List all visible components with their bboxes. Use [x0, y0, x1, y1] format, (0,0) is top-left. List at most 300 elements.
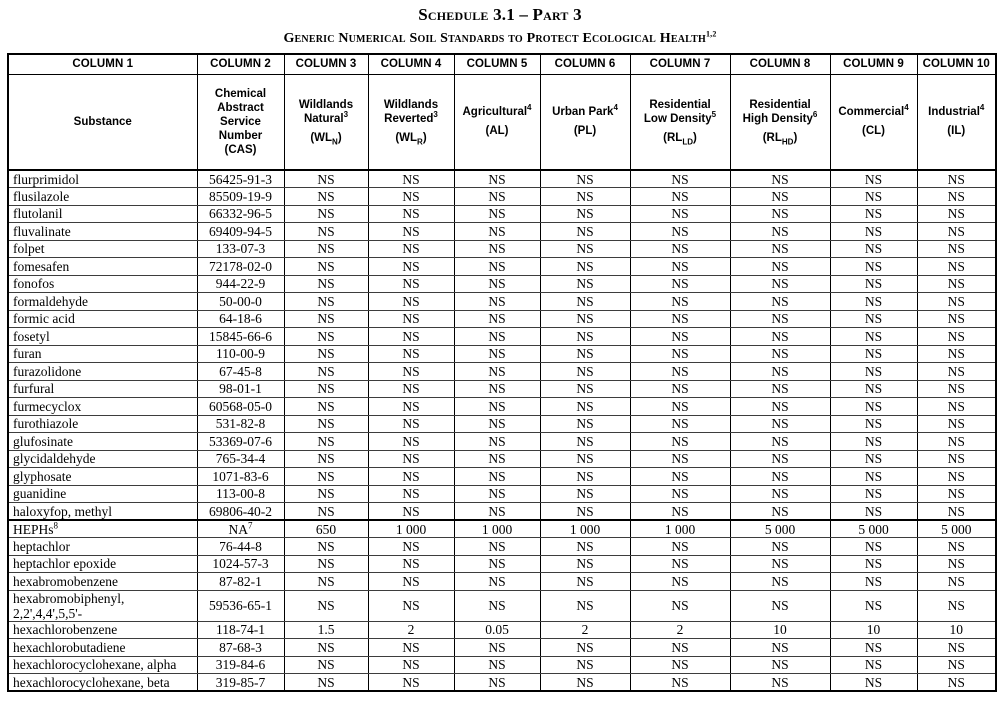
standard-value-cell: NS	[368, 674, 454, 692]
standard-value-cell: NS	[454, 170, 540, 188]
standard-value-cell: NS	[730, 398, 830, 416]
standard-value-cell: NS	[830, 590, 917, 621]
footnote-marker: 4	[613, 103, 618, 113]
standard-value-cell: NS	[730, 188, 830, 206]
standard-value-cell: NS	[368, 538, 454, 556]
standard-value-cell: NS	[284, 555, 368, 573]
standard-value-cell: NS	[540, 415, 630, 433]
field-header-line: Wildlands	[383, 99, 439, 112]
standard-value-cell: 2	[630, 621, 730, 639]
standard-value-cell: NS	[730, 223, 830, 241]
standard-value-cell: NS	[917, 590, 996, 621]
standard-value-cell: NS	[368, 398, 454, 416]
standard-value-cell: NS	[917, 363, 996, 381]
standard-value-cell: NS	[917, 310, 996, 328]
standard-value-cell: NS	[284, 240, 368, 258]
standard-value-cell: NS	[630, 223, 730, 241]
standard-value-cell: NS	[730, 310, 830, 328]
cas-number-cell: 319-84-6	[197, 656, 284, 674]
standard-value-cell: NS	[917, 380, 996, 398]
cas-number-cell: 118-74-1	[197, 621, 284, 639]
standard-value-cell: NS	[540, 555, 630, 573]
standard-value-cell: 1 000	[540, 520, 630, 538]
standard-value-cell: NS	[540, 468, 630, 486]
standard-value-cell: NS	[540, 398, 630, 416]
land-use-code: $(RL_{LD})$	[663, 132, 697, 147]
standard-value-cell: 5 000	[830, 520, 917, 538]
table-row	[8, 310, 996, 328]
cas-number-cell: 1024-57-3	[197, 555, 284, 573]
standard-value-cell: 2	[368, 621, 454, 639]
standard-value-cell: NS	[454, 293, 540, 311]
table-row	[8, 398, 996, 416]
standard-value-cell: NS	[454, 398, 540, 416]
substance-cell: furan	[8, 345, 197, 363]
standard-value-cell: NS	[454, 258, 540, 276]
field-header-row	[8, 74, 996, 170]
table-header	[8, 54, 996, 170]
field-header-line: Number	[218, 129, 263, 142]
standard-value-cell: NS	[917, 258, 996, 276]
footnote-marker: 6	[812, 110, 818, 120]
standard-value-cell: NS	[284, 433, 368, 451]
substance-cell: fluvalinate	[8, 223, 197, 241]
standard-value-cell: NS	[730, 258, 830, 276]
land-use-code-subscript: N	[332, 137, 338, 147]
standard-value-cell: NS	[454, 433, 540, 451]
column-header-8: COLUMN 8	[730, 54, 830, 74]
standard-value-cell: NS	[730, 538, 830, 556]
substance-cell: hexachlorocyclohexane, beta	[8, 674, 197, 692]
standard-value-cell: NS	[368, 223, 454, 241]
standard-value-cell: NS	[284, 258, 368, 276]
standard-value-cell: NS	[630, 555, 730, 573]
standard-value-cell: NS	[730, 363, 830, 381]
standard-value-cell: NS	[454, 275, 540, 293]
standard-value-cell: NS	[454, 555, 540, 573]
field-header-line: Residential	[649, 99, 711, 112]
standard-value-cell: NS	[630, 328, 730, 346]
standard-value-cell: NS	[730, 240, 830, 258]
substance-cell: guanidine	[8, 485, 197, 503]
standard-value-cell: NS	[630, 450, 730, 468]
standard-value-cell: NS	[284, 275, 368, 293]
standard-value-cell: NS	[630, 639, 730, 657]
standard-value-cell: NS	[284, 538, 368, 556]
standard-value-cell: NS	[540, 590, 630, 621]
land-use-code: (CL)	[862, 125, 885, 138]
standard-value-cell: NS	[917, 538, 996, 556]
standard-value-cell: 1 000	[368, 520, 454, 538]
substance-cell: hexachlorobutadiene	[8, 639, 197, 657]
standard-value-cell: NS	[830, 188, 917, 206]
cas-number-cell: 67-45-8	[197, 363, 284, 381]
footnote-marker: 3	[433, 110, 438, 120]
field-header-line: Urban Park$^4$	[552, 103, 618, 119]
field-header-commercial	[830, 74, 917, 170]
footnote-marker: 8	[53, 520, 59, 530]
standard-value-cell: NS	[830, 240, 917, 258]
standard-value-cell: NS	[368, 170, 454, 188]
field-header-line: Commercial$^4$	[838, 103, 909, 119]
land-use-code-subscript: R	[417, 137, 423, 147]
standard-value-cell: 1.5	[284, 621, 368, 639]
table-row	[8, 485, 996, 503]
standard-value-cell: NS	[630, 656, 730, 674]
standard-value-cell: NS	[540, 170, 630, 188]
standard-value-cell: NS	[454, 656, 540, 674]
standard-value-cell: NS	[917, 573, 996, 591]
table-row	[8, 380, 996, 398]
cas-number-cell: 76-44-8	[197, 538, 284, 556]
table-row	[8, 503, 996, 521]
table-row	[8, 293, 996, 311]
cas-number-cell: 113-00-8	[197, 485, 284, 503]
substance-cell: folpet	[8, 240, 197, 258]
standard-value-cell: NS	[454, 415, 540, 433]
field-header-residential-high	[730, 74, 830, 170]
standard-value-cell: NS	[830, 275, 917, 293]
footnote-marker: 4	[527, 103, 532, 113]
standard-value-cell: NS	[454, 503, 540, 521]
standard-value-cell: NS	[830, 433, 917, 451]
standard-value-cell: NS	[917, 639, 996, 657]
table-row	[8, 275, 996, 293]
table-body	[8, 170, 996, 691]
standard-value-cell: NS	[630, 205, 730, 223]
standard-value-cell: NS	[730, 573, 830, 591]
standard-value-cell: NS	[730, 485, 830, 503]
substance-cell: glycidaldehyde	[8, 450, 197, 468]
cas-number-cell: 56425-91-3	[197, 170, 284, 188]
column-header-1: COLUMN 1	[8, 54, 197, 74]
table-row	[8, 345, 996, 363]
cas-number-cell: 85509-19-9	[197, 188, 284, 206]
standard-value-cell: NS	[540, 258, 630, 276]
standard-value-cell: NS	[540, 293, 630, 311]
standard-value-cell: NS	[284, 380, 368, 398]
table-row	[8, 555, 996, 573]
standard-value-cell: NS	[730, 503, 830, 521]
substance-cell: hexabromobenzene	[8, 573, 197, 591]
substance-cell: fonofos	[8, 275, 197, 293]
cas-number-cell: 87-82-1	[197, 573, 284, 591]
standard-value-cell: NS	[730, 293, 830, 311]
table-row	[8, 450, 996, 468]
standard-value-cell: NS	[540, 450, 630, 468]
standard-value-cell: NS	[368, 363, 454, 381]
standard-value-cell: NS	[730, 328, 830, 346]
standard-value-cell: NS	[630, 240, 730, 258]
standard-value-cell: NS	[730, 639, 830, 657]
standard-value-cell: NS	[917, 450, 996, 468]
land-use-code-subscript: LD	[682, 137, 693, 147]
field-header-line: Abstract	[217, 101, 264, 114]
standard-value-cell: NS	[284, 328, 368, 346]
land-use-code: $(WL_N)$	[310, 132, 342, 147]
field-header-line: Industrial$^4$	[928, 103, 985, 119]
standard-value-cell: 5 000	[730, 520, 830, 538]
standard-value-cell: NS	[917, 328, 996, 346]
standard-value-cell: NS	[730, 415, 830, 433]
standard-value-cell: NS	[284, 398, 368, 416]
standard-value-cell: NS	[630, 345, 730, 363]
cas-number-cell: 531-82-8	[197, 415, 284, 433]
standard-value-cell: NS	[284, 503, 368, 521]
cas-number-cell: 64-18-6	[197, 310, 284, 328]
column-header-2: COLUMN 2	[197, 54, 284, 74]
standard-value-cell: NS	[830, 656, 917, 674]
standard-value-cell: NS	[917, 415, 996, 433]
cas-number-cell: 98-01-1	[197, 380, 284, 398]
standard-value-cell: NS	[540, 188, 630, 206]
standard-value-cell: NS	[284, 674, 368, 692]
substance-cell: heptachlor epoxide	[8, 555, 197, 573]
substance-cell: formaldehyde	[8, 293, 197, 311]
substance-cell: formic acid	[8, 310, 197, 328]
column-number-row	[8, 54, 996, 74]
standard-value-cell: NS	[368, 275, 454, 293]
table-row	[8, 468, 996, 486]
standard-value-cell: NS	[368, 345, 454, 363]
column-header-3: COLUMN 3	[284, 54, 368, 74]
standard-value-cell: NS	[830, 258, 917, 276]
cas-number-cell: 15845-66-6	[197, 328, 284, 346]
table-row	[8, 223, 996, 241]
standard-value-cell: 0.05	[454, 621, 540, 639]
standard-value-cell: NS	[917, 468, 996, 486]
standard-value-cell: NS	[917, 656, 996, 674]
standard-value-cell: NS	[454, 538, 540, 556]
standard-value-cell: NS	[630, 275, 730, 293]
standard-value-cell: NS	[917, 433, 996, 451]
standard-value-cell: NS	[540, 656, 630, 674]
standard-value-cell: NS	[454, 205, 540, 223]
table-row	[8, 433, 996, 451]
land-use-code: (AL)	[485, 125, 509, 138]
field-header-agricultural	[454, 74, 540, 170]
field-header-cas	[197, 74, 284, 170]
standard-value-cell: NS	[284, 485, 368, 503]
standard-value-cell: NS	[917, 293, 996, 311]
subtitle-footnote-marker: 1,2	[705, 29, 717, 39]
standard-value-cell: NS	[830, 538, 917, 556]
standard-value-cell: NS	[830, 328, 917, 346]
standard-value-cell: NS	[368, 639, 454, 657]
standard-value-cell: NS	[730, 205, 830, 223]
cas-number-cell: 319-85-7	[197, 674, 284, 692]
standard-value-cell: NS	[368, 433, 454, 451]
soil-standards-table	[7, 53, 997, 692]
cas-number-cell: 133-07-3	[197, 240, 284, 258]
standard-value-cell: 2	[540, 621, 630, 639]
land-use-code: $(WL_R)$	[395, 132, 427, 147]
standard-value-cell: NS	[730, 433, 830, 451]
standard-value-cell: NS	[540, 538, 630, 556]
field-header-line: High Density$^6$	[742, 110, 818, 126]
field-header-line: Natural$^3$	[303, 110, 349, 126]
field-header-substance	[8, 74, 197, 170]
cas-number-cell: 53369-07-6	[197, 433, 284, 451]
standard-value-cell: NS	[368, 503, 454, 521]
standard-value-cell: NS	[630, 468, 730, 486]
standard-value-cell: NS	[540, 205, 630, 223]
standard-value-cell: NS	[284, 468, 368, 486]
standard-value-cell: NS	[917, 503, 996, 521]
standard-value-cell: NS	[830, 205, 917, 223]
standard-value-cell: NS	[630, 433, 730, 451]
cas-number-cell: 69409-94-5	[197, 223, 284, 241]
substance-cell: furmecyclox	[8, 398, 197, 416]
standard-value-cell: NS	[630, 380, 730, 398]
footnote-marker: 4	[979, 103, 985, 113]
substance-cell: fomesafen	[8, 258, 197, 276]
field-header-line: Service	[220, 115, 261, 128]
standard-value-cell: NS	[368, 555, 454, 573]
substance-cell: flutolanil	[8, 205, 197, 223]
standard-value-cell: NS	[454, 573, 540, 591]
standard-value-cell: NS	[284, 293, 368, 311]
standard-value-cell: NS	[540, 328, 630, 346]
substance-cell: hexabromobiphenyl, 2,2',4,4',5,5'-	[8, 590, 197, 621]
table-row	[8, 621, 996, 639]
substance-cell: furfural	[8, 380, 197, 398]
page-title	[0, 5, 1000, 24]
field-header-industrial	[917, 74, 996, 170]
standard-value-cell: 650	[284, 520, 368, 538]
page-subtitle-text: Generic Numerical Soil Standards to Protect Ecological Health	[283, 31, 706, 46]
cas-number-cell: 60568-05-0	[197, 398, 284, 416]
substance-cell: flusilazole	[8, 188, 197, 206]
standard-value-cell: NS	[284, 310, 368, 328]
standard-value-cell: NS	[917, 205, 996, 223]
standard-value-cell: NS	[540, 380, 630, 398]
standard-value-cell: NS	[630, 363, 730, 381]
field-header-line: Chemical	[214, 87, 267, 100]
table-row	[8, 573, 996, 591]
table-row	[8, 328, 996, 346]
standard-value-cell: NS	[284, 415, 368, 433]
standard-value-cell: NS	[730, 674, 830, 692]
standard-value-cell: NS	[830, 345, 917, 363]
cas-number-cell: 50-00-0	[197, 293, 284, 311]
standard-value-cell: NS	[830, 415, 917, 433]
table-row	[8, 205, 996, 223]
standard-value-cell: NS	[830, 674, 917, 692]
cas-number-cell: 765-34-4	[197, 450, 284, 468]
standard-value-cell: NS	[454, 188, 540, 206]
standard-value-cell: NS	[368, 450, 454, 468]
column-header-5: COLUMN 5	[454, 54, 540, 74]
standard-value-cell: NS	[368, 240, 454, 258]
standard-value-cell: NS	[630, 503, 730, 521]
standard-value-cell: NS	[630, 170, 730, 188]
standard-value-cell: NS	[917, 555, 996, 573]
standard-value-cell: NS	[284, 590, 368, 621]
standard-value-cell: NS	[368, 328, 454, 346]
standard-value-cell: NS	[454, 590, 540, 621]
standard-value-cell: NS	[284, 450, 368, 468]
standard-value-cell: NS	[540, 275, 630, 293]
table-row	[8, 170, 996, 188]
substance-cell: glufosinate	[8, 433, 197, 451]
table-row	[8, 188, 996, 206]
standard-value-cell: NS	[730, 656, 830, 674]
substance-cell: furothiazole	[8, 415, 197, 433]
cas-number-cell: 87-68-3	[197, 639, 284, 657]
standard-value-cell: NS	[830, 639, 917, 657]
standard-value-cell: 5 000	[917, 520, 996, 538]
substance-cell: hexachlorocyclohexane, alpha	[8, 656, 197, 674]
standard-value-cell: 1 000	[454, 520, 540, 538]
standard-value-cell: NS	[540, 363, 630, 381]
standard-value-cell: NS	[830, 485, 917, 503]
standard-value-cell: NS	[454, 363, 540, 381]
substance-cell: heptachlor	[8, 538, 197, 556]
standard-value-cell: NS	[830, 555, 917, 573]
substance-cell: fosetyl	[8, 328, 197, 346]
standard-value-cell: NS	[917, 240, 996, 258]
cas-number-cell: 110-00-9	[197, 345, 284, 363]
field-header-line: (CAS)	[224, 143, 257, 156]
standard-value-cell: NS	[830, 398, 917, 416]
standard-value-cell: NS	[540, 433, 630, 451]
substance-cell: flurprimidol	[8, 170, 197, 188]
standard-value-cell: NS	[454, 468, 540, 486]
standard-value-cell: NS	[917, 345, 996, 363]
standard-value-cell: NS	[368, 485, 454, 503]
substance-cell: hexachlorobenzene	[8, 621, 197, 639]
standard-value-cell: NS	[368, 258, 454, 276]
standard-value-cell: NS	[830, 503, 917, 521]
page-subtitle	[0, 31, 1000, 47]
footnote-marker: 5	[711, 110, 717, 120]
standard-value-cell: NS	[917, 170, 996, 188]
standard-value-cell: NS	[454, 380, 540, 398]
standard-value-cell: NS	[730, 450, 830, 468]
page-title-text: Schedule 3.1 – Part 3	[418, 5, 582, 24]
standard-value-cell: NS	[284, 188, 368, 206]
standard-value-cell: NS	[730, 345, 830, 363]
land-use-code: (IL)	[947, 125, 966, 138]
standard-value-cell: NS	[540, 223, 630, 241]
standard-value-cell: NS	[368, 380, 454, 398]
cas-number-cell: 66332-96-5	[197, 205, 284, 223]
substance-cell: glyphosate	[8, 468, 197, 486]
standard-value-cell: NS	[730, 275, 830, 293]
footnote-marker: 4	[904, 103, 909, 113]
standard-value-cell: NS	[917, 275, 996, 293]
standard-value-cell: NS	[630, 415, 730, 433]
standard-value-cell: NS	[630, 538, 730, 556]
land-use-code: (PL)	[573, 125, 597, 138]
column-header-10: COLUMN 10	[917, 54, 996, 74]
standard-value-cell: NS	[540, 503, 630, 521]
footnote-marker: 7	[248, 520, 253, 530]
land-use-code-subscript: HD	[781, 137, 794, 147]
standard-value-cell: NS	[454, 240, 540, 258]
standard-value-cell: NS	[368, 573, 454, 591]
table-row	[8, 240, 996, 258]
standard-value-cell: NS	[368, 205, 454, 223]
standard-value-cell: NS	[540, 573, 630, 591]
standard-value-cell: NS	[630, 258, 730, 276]
field-header-line: Wildlands	[298, 99, 354, 112]
standard-value-cell: NS	[830, 380, 917, 398]
standard-value-cell: NS	[368, 468, 454, 486]
standard-value-cell: NS	[830, 310, 917, 328]
field-header-line: Substance	[73, 115, 132, 128]
